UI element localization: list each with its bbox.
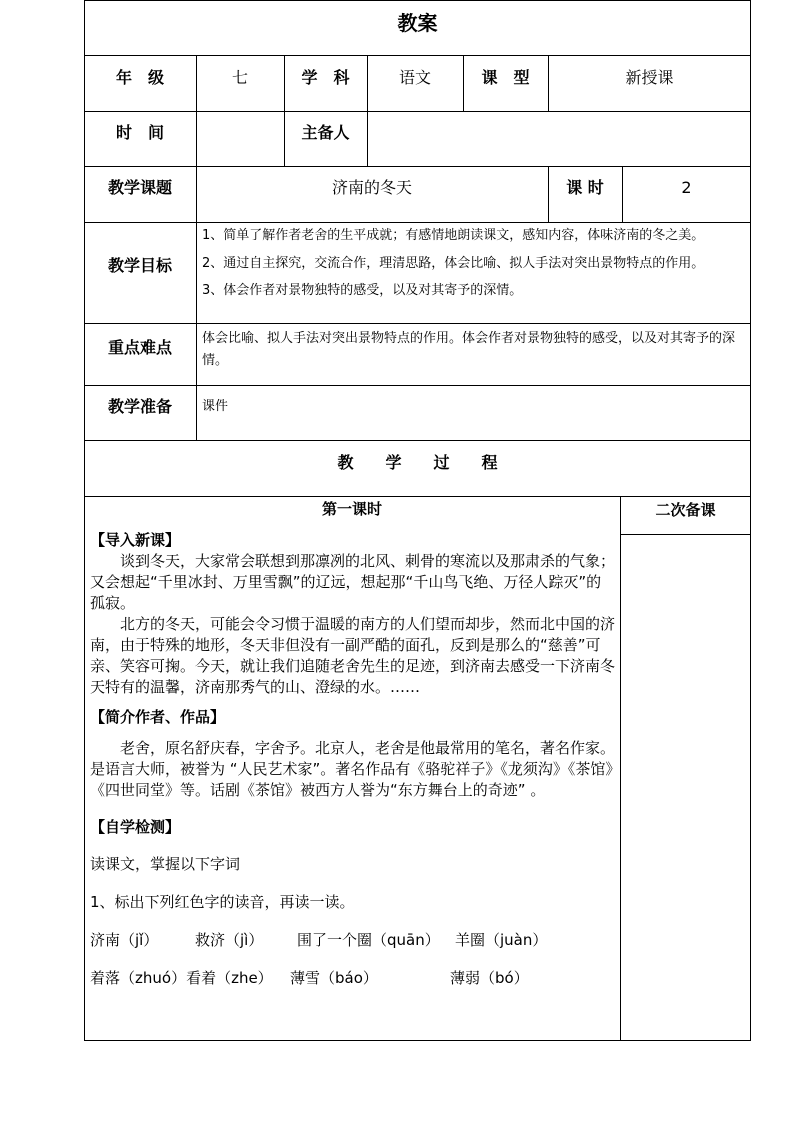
paragraph: 老舍，原名舒庆春，字舍予。北京人，老舍是他最常用的笔名，著名作家。是语言大师，被誉为 “人民艺术家”。著名作品有《骆驼祥子》《龙须沟》《茶馆》《四世同堂》等。话剧《茶馆》被西方人誉为“东方舞台上的奇迹” 。 (90, 739, 616, 799)
page-title: 教案 (397, 11, 438, 35)
goals-list (202, 228, 748, 320)
word-item: 薄雪（báo） (290, 969, 378, 987)
grade-value: 七 (231, 68, 248, 88)
process-content (90, 530, 616, 989)
goal-item: 3、体会作者对景物独特的感受，以及对其寄予的深情。 (202, 283, 523, 299)
word-item: 薄弱（bó） (450, 969, 529, 987)
word-item: 济南（jǐ） (90, 931, 159, 949)
subject-label: 学 科 (301, 68, 350, 88)
grade-label: 年 级 (115, 68, 164, 88)
first-lesson-heading: 第一课时 (321, 500, 382, 518)
hours-label: 课 时 (566, 178, 604, 198)
topic-label: 教学课题 (107, 178, 172, 198)
word-row (90, 968, 616, 989)
word-row (90, 930, 616, 951)
focus-value: 体会比喻、拟人手法对突出景物特点的作用。体会作者对景物独特的感受，以及对其寄予的深情。 (202, 331, 736, 368)
word-item: 着落（zhuó）看着（zhe） (90, 969, 273, 987)
preparer-value (367, 111, 751, 155)
paragraph: 谈到冬天，大家常会联想到那凛冽的北风、刺骨的寒流以及那肃杀的气象；又会想起“千里冰封、万里雪飘”的辽远，想起那“千山鸟飞绝、万径人踪灭”的孤寂。 (90, 552, 616, 612)
section-intro-title: 【导入新课】 (90, 531, 181, 549)
second-prep-heading: 二次备课 (655, 501, 716, 519)
goal-item: 2、通过自主探究，交流合作，理清思路，体会比喻、拟人手法对突出景物特点的作用。 (202, 255, 705, 271)
word-item: 羊圈（juàn） (455, 931, 548, 949)
prep-label: 教学准备 (107, 397, 172, 417)
type-label: 课 型 (481, 68, 530, 88)
goal-item: 1、简单了解作者老舍的生平成就；有感情地朗读课文，感知内容，体味济南的冬之美。 (202, 228, 705, 243)
row-divider (620, 534, 751, 535)
section-author-title: 【简介作者、作品】 (90, 708, 226, 726)
word-item: 围了一个圈（quān） (297, 931, 440, 949)
preparer-label: 主备人 (301, 123, 350, 143)
process-heading: 教 学 过 程 (337, 453, 498, 473)
time-value (196, 111, 284, 155)
hours-value: 2 (681, 178, 692, 198)
prep-value: 课件 (202, 399, 229, 415)
topic-value: 济南的冬天 (331, 178, 412, 198)
paragraph: 北方的冬天，可能会令习惯于温暖的南方的人们望而却步，然而北中国的济南，由于特殊的地形，冬天非但没有一副严酷的面孔，反到是那么的“慈善”可亲、笑容可掬。今天，就让我们追随老舍先生的足迹，到济南去感受一下济南冬天特有的温馨，济南那秀气的山、澄绿的水。…… (90, 615, 616, 696)
time-label: 时 间 (115, 123, 164, 143)
col-divider (620, 496, 621, 1041)
word-item: 救济（jì） (195, 931, 264, 949)
type-value: 新授课 (625, 68, 674, 88)
goals-label: 教学目标 (107, 256, 172, 276)
section-selfcheck-title: 【自学检测】 (90, 818, 181, 836)
paragraph: 读课文，掌握以下字词 (90, 855, 241, 873)
subject-value: 语文 (398, 68, 431, 88)
paragraph: 1、标出下列红色字的读音，再读一读。 (90, 893, 355, 911)
focus-label: 重点难点 (107, 338, 172, 358)
